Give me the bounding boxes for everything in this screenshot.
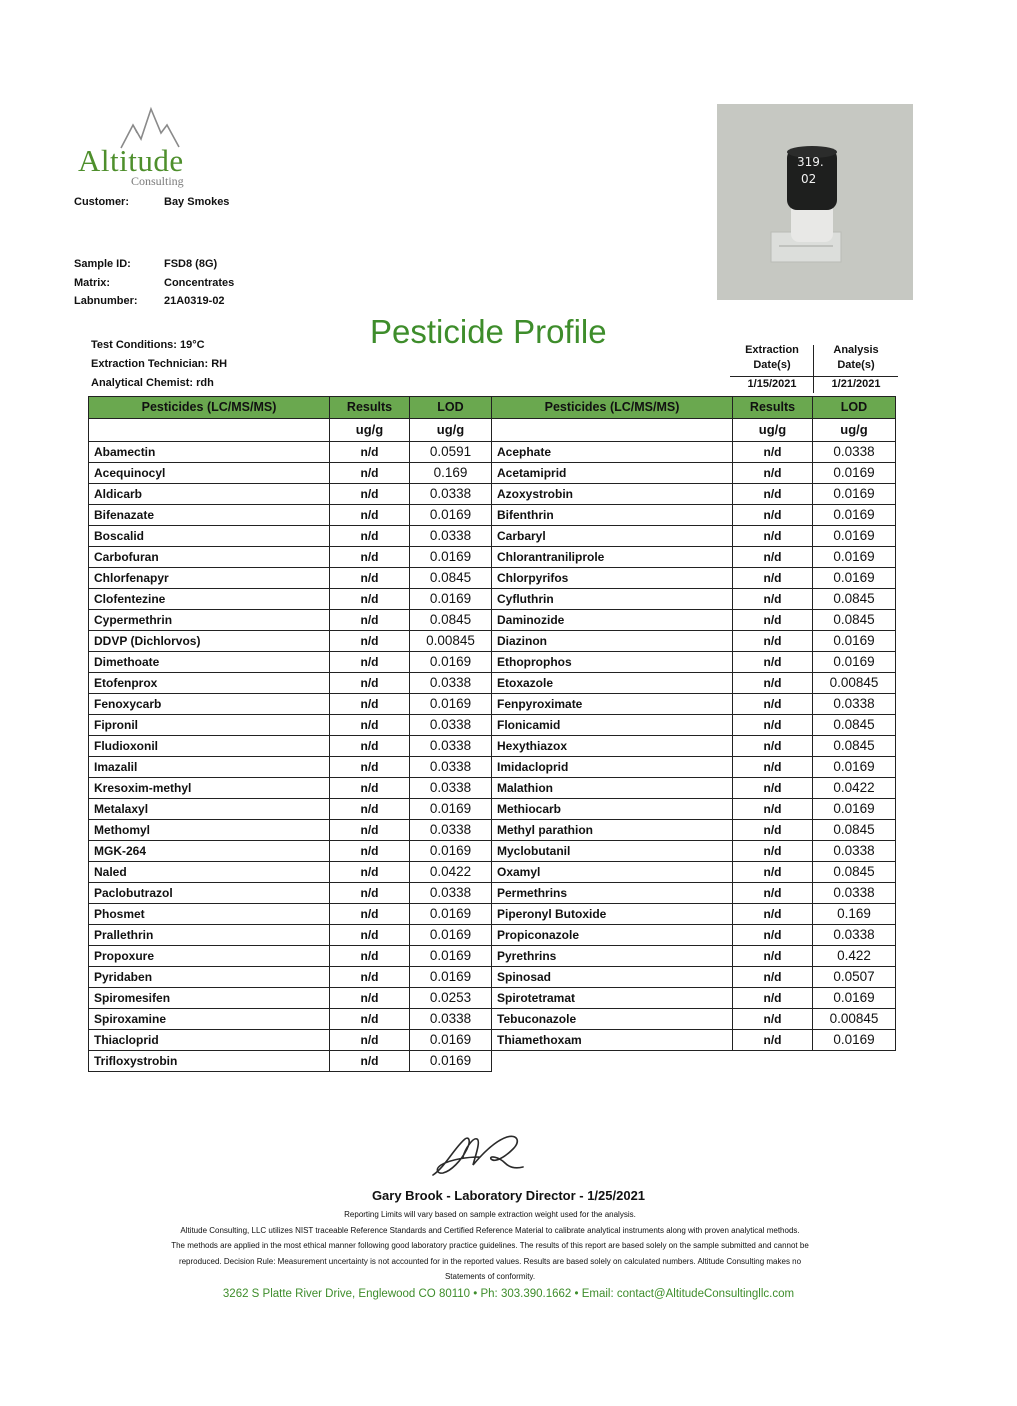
- col-header-lod-left: LOD: [410, 397, 492, 419]
- dates-rule: [730, 376, 898, 377]
- table-row: [89, 526, 896, 547]
- table-row: [89, 463, 896, 484]
- result-value-right: n/d: [733, 736, 813, 757]
- pesticide-name-left: Phosmet: [89, 904, 330, 925]
- units-row: [89, 419, 896, 442]
- result-value-right: n/d: [733, 862, 813, 883]
- lod-value-right: 0.00845: [813, 673, 896, 694]
- logo-subtitle: Consulting: [131, 174, 184, 188]
- lod-value-right: 0.0338: [813, 925, 896, 946]
- lod-value-left: 0.0338: [410, 820, 492, 841]
- sample-id-label: Sample ID:: [74, 258, 131, 270]
- result-value-left: n/d: [330, 463, 410, 484]
- lod-value-left: 0.0338: [410, 1009, 492, 1030]
- lod-value-right: 0.0169: [813, 1030, 896, 1051]
- table-row: [89, 442, 896, 463]
- result-value-right: n/d: [733, 988, 813, 1009]
- table-row: [89, 568, 896, 589]
- table-row: [89, 1009, 896, 1030]
- pesticide-name-left: Clofentezine: [89, 589, 330, 610]
- pesticide-name-left: Trifloxystrobin: [89, 1051, 330, 1072]
- units-blank-left: [89, 419, 330, 442]
- note-line-3: The methods are applied in the most ethical manner following good laboratory practice guidelines. The results of this report are based solely on the sample submitted and cannot be: [171, 1241, 809, 1250]
- lod-value-left: 0.0169: [410, 505, 492, 526]
- logo-wordmark: Altitude: [78, 143, 184, 178]
- pesticide-name-right: Fenpyroximate: [492, 694, 733, 715]
- lod-value-left: 0.0169: [410, 589, 492, 610]
- result-value-left: n/d: [330, 967, 410, 988]
- pesticide-name-left: Propoxure: [89, 946, 330, 967]
- result-value-right: n/d: [733, 799, 813, 820]
- lod-value-left: 0.0338: [410, 757, 492, 778]
- extraction-label-2: Date(s): [753, 359, 791, 371]
- company-logo: [73, 103, 203, 193]
- pesticide-name-right: Malathion: [492, 778, 733, 799]
- lod-value-right: 0.0169: [813, 568, 896, 589]
- pesticide-name-right: Azoxystrobin: [492, 484, 733, 505]
- result-value-left: n/d: [330, 610, 410, 631]
- note-line-1: Reporting Limits will vary based on sample extraction weight used for the analysis.: [344, 1210, 636, 1219]
- col-header-results-right: Results: [733, 397, 813, 419]
- result-value-right: n/d: [733, 820, 813, 841]
- result-value-left: n/d: [330, 1009, 410, 1030]
- lod-value-right: 0.0338: [813, 694, 896, 715]
- lod-value-right: 0.422: [813, 946, 896, 967]
- customer-label: Customer:: [74, 196, 130, 208]
- result-value-left: n/d: [330, 799, 410, 820]
- result-value-left: n/d: [330, 904, 410, 925]
- pesticide-name-left: Carbofuran: [89, 547, 330, 568]
- pesticide-name-right: Bifenthrin: [492, 505, 733, 526]
- lod-value-left: 0.0169: [410, 841, 492, 862]
- result-value-right: n/d: [733, 505, 813, 526]
- result-value-right: n/d: [733, 904, 813, 925]
- result-value-left: n/d: [330, 862, 410, 883]
- lod-value-left: 0.0591: [410, 442, 492, 463]
- result-value-left: n/d: [330, 925, 410, 946]
- sample-id-value: FSD8 (8G): [164, 258, 218, 270]
- result-value-left: n/d: [330, 526, 410, 547]
- result-value-right: n/d: [733, 526, 813, 547]
- lod-value-right: 0.0169: [813, 799, 896, 820]
- lod-value-left: 0.169: [410, 463, 492, 484]
- pesticide-name-left: Dimethoate: [89, 652, 330, 673]
- extraction-date-value: 1/15/2021: [747, 378, 797, 390]
- lod-value-left: 0.0422: [410, 862, 492, 883]
- director-signature: [425, 1127, 545, 1182]
- table-row: [89, 988, 896, 1009]
- note-line-4: reproduced. Decision Rule: Measurement uncertainty is not accounted for in the reported values. Results are based solely on calculated numbers. Altitude Consulting makes no: [178, 1256, 802, 1266]
- lod-value-right: 0.0338: [813, 883, 896, 904]
- result-value-right: n/d: [733, 778, 813, 799]
- col-header-lod-right: LOD: [813, 397, 896, 419]
- table-row: [89, 904, 896, 925]
- pesticide-name-right: Etoxazole: [492, 673, 733, 694]
- pesticide-name-left: Spiroxamine: [89, 1009, 330, 1030]
- table-row: [89, 820, 896, 841]
- lod-value-left: 0.0338: [410, 526, 492, 547]
- lod-value-right: 0.00845: [813, 1009, 896, 1030]
- note-line-5: Statements of conformity.: [444, 1272, 536, 1281]
- result-value-right: n/d: [733, 589, 813, 610]
- lod-value-right: 0.0169: [813, 652, 896, 673]
- pesticide-name-right: Flonicamid: [492, 715, 733, 736]
- lod-value-left: 0.0338: [410, 778, 492, 799]
- lod-value-left: 0.0338: [410, 673, 492, 694]
- result-value-left: n/d: [330, 568, 410, 589]
- pesticide-name-right: Myclobutanil: [492, 841, 733, 862]
- table-row: [89, 673, 896, 694]
- result-value-left: n/d: [330, 505, 410, 526]
- result-value-right: n/d: [733, 946, 813, 967]
- pesticide-name-right: Chlorantraniliprole: [492, 547, 733, 568]
- table-row: [89, 505, 896, 526]
- pesticide-name-right: Thiamethoxam: [492, 1030, 733, 1051]
- pesticide-name-right: Methyl parathion: [492, 820, 733, 841]
- pesticide-name-right: Pyrethrins: [492, 946, 733, 967]
- lod-value-left: 0.0169: [410, 967, 492, 988]
- table-row: [89, 652, 896, 673]
- extraction-label-1: Extraction: [745, 344, 799, 356]
- result-value-right: n/d: [733, 442, 813, 463]
- lod-value-right: 0.0338: [813, 841, 896, 862]
- lod-value-left: 0.0169: [410, 652, 492, 673]
- pesticide-name-right: [492, 1051, 733, 1072]
- lod-value-right: 0.0338: [813, 442, 896, 463]
- result-value-left: n/d: [330, 1051, 410, 1072]
- customer-value: Bay Smokes: [164, 196, 230, 208]
- table-row: [89, 547, 896, 568]
- result-value-right: n/d: [733, 715, 813, 736]
- result-value-left: n/d: [330, 988, 410, 1009]
- col-header-pesticides-left: Pesticides (LC/MS/MS): [89, 397, 330, 419]
- pesticide-name-left: Bifenazate: [89, 505, 330, 526]
- lod-value-right: 0.0169: [813, 463, 896, 484]
- lod-value-right: 0.0169: [813, 484, 896, 505]
- pesticide-table: [88, 396, 896, 1072]
- table-row: [89, 778, 896, 799]
- lod-value-left: 0.0338: [410, 484, 492, 505]
- lod-value-left: 0.0169: [410, 1051, 492, 1072]
- pesticide-name-left: Thiacloprid: [89, 1030, 330, 1051]
- lod-value-right: 0.0845: [813, 589, 896, 610]
- pesticide-name-right: Propiconazole: [492, 925, 733, 946]
- lod-value-left: 0.00845: [410, 631, 492, 652]
- lod-value-left: 0.0169: [410, 547, 492, 568]
- analytical-chemist: Analytical Chemist: rdh: [91, 377, 214, 389]
- table-row: [89, 925, 896, 946]
- pesticide-name-left: Fenoxycarb: [89, 694, 330, 715]
- result-value-right: n/d: [733, 883, 813, 904]
- table-row: [89, 757, 896, 778]
- result-value-right: n/d: [733, 610, 813, 631]
- pesticide-name-right: Ethoprophos: [492, 652, 733, 673]
- pesticide-name-left: Acequinocyl: [89, 463, 330, 484]
- pesticide-name-left: Paclobutrazol: [89, 883, 330, 904]
- lod-value-left: 0.0169: [410, 694, 492, 715]
- sample-jar-image: [717, 104, 913, 300]
- lod-value-right: 0.0845: [813, 610, 896, 631]
- pesticide-name-right: Piperonyl Butoxide: [492, 904, 733, 925]
- lod-value-left: 0.0338: [410, 715, 492, 736]
- result-value-left: n/d: [330, 442, 410, 463]
- lod-value-right: 0.0169: [813, 547, 896, 568]
- dates-divider: [813, 345, 814, 393]
- result-value-left: n/d: [330, 694, 410, 715]
- units-lod-right: ug/g: [813, 419, 896, 442]
- lod-value-left: 0.0338: [410, 736, 492, 757]
- result-value-right: n/d: [733, 463, 813, 484]
- table-row: [89, 736, 896, 757]
- lod-value-right: 0.0169: [813, 526, 896, 547]
- lod-value-left: 0.0169: [410, 946, 492, 967]
- pesticide-name-right: Cyfluthrin: [492, 589, 733, 610]
- result-value-left: n/d: [330, 736, 410, 757]
- result-value-right: n/d: [733, 673, 813, 694]
- pesticide-name-right: Spirotetramat: [492, 988, 733, 1009]
- result-value-left: n/d: [330, 673, 410, 694]
- pesticide-name-left: Pyridaben: [89, 967, 330, 988]
- lod-value-left: 0.0169: [410, 1030, 492, 1051]
- result-value-left: n/d: [330, 778, 410, 799]
- lod-value-left: 0.0845: [410, 610, 492, 631]
- lod-value-left: 0.0253: [410, 988, 492, 1009]
- result-value-right: n/d: [733, 1030, 813, 1051]
- pesticide-name-left: Etofenprox: [89, 673, 330, 694]
- pesticide-name-left: MGK-264: [89, 841, 330, 862]
- table-row: [89, 967, 896, 988]
- pesticide-name-right: Imidacloprid: [492, 757, 733, 778]
- analysis-date-column: [814, 343, 898, 392]
- lod-value-right: 0.0169: [813, 631, 896, 652]
- result-value-right: n/d: [733, 925, 813, 946]
- result-value-right: n/d: [733, 841, 813, 862]
- pesticide-name-right: Daminozide: [492, 610, 733, 631]
- pesticide-name-right: Acetamiprid: [492, 463, 733, 484]
- table-row: [89, 631, 896, 652]
- pesticide-name-left: Boscalid: [89, 526, 330, 547]
- photo-label-line1: 319.: [797, 155, 824, 169]
- pesticide-name-left: Fludioxonil: [89, 736, 330, 757]
- pesticide-name-right: Permethrins: [492, 883, 733, 904]
- result-value-left: n/d: [330, 946, 410, 967]
- lod-value-right: 0.0845: [813, 736, 896, 757]
- lod-value-right: 0.0845: [813, 820, 896, 841]
- result-value-left: n/d: [330, 652, 410, 673]
- matrix-value: Concentrates: [164, 277, 235, 289]
- result-value-right: n/d: [733, 694, 813, 715]
- result-value-left: n/d: [330, 757, 410, 778]
- table-row: [89, 841, 896, 862]
- pesticide-name-left: Methomyl: [89, 820, 330, 841]
- lod-value-right: 0.0507: [813, 967, 896, 988]
- pesticide-name-left: DDVP (Dichlorvos): [89, 631, 330, 652]
- result-value-left: n/d: [330, 841, 410, 862]
- table-row: [89, 799, 896, 820]
- laboratory-director: Gary Brook - Laboratory Director - 1/25/2021: [371, 1188, 646, 1203]
- pesticide-name-right: Spinosad: [492, 967, 733, 988]
- lod-value-right: 0.0422: [813, 778, 896, 799]
- pesticide-name-left: Imazalil: [89, 757, 330, 778]
- result-value-left: n/d: [330, 547, 410, 568]
- units-results-right: ug/g: [733, 419, 813, 442]
- result-value-left: n/d: [330, 484, 410, 505]
- result-value-left: n/d: [330, 820, 410, 841]
- sample-photo: [717, 104, 913, 300]
- pesticide-name-right: Hexythiazox: [492, 736, 733, 757]
- units-blank-right: [492, 419, 733, 442]
- table-row: [89, 694, 896, 715]
- table-header-row: [89, 397, 896, 419]
- pesticide-name-right: Carbaryl: [492, 526, 733, 547]
- result-value-left: n/d: [330, 589, 410, 610]
- result-value-right: n/d: [733, 484, 813, 505]
- table-row: [89, 883, 896, 904]
- pesticide-name-right: Methiocarb: [492, 799, 733, 820]
- lod-value-right: 0.0169: [813, 505, 896, 526]
- result-value-right: n/d: [733, 652, 813, 673]
- lod-value-right: 0.0845: [813, 715, 896, 736]
- pesticide-name-left: Prallethrin: [89, 925, 330, 946]
- col-header-pesticides-right: Pesticides (LC/MS/MS): [492, 397, 733, 419]
- lod-value-left: 0.0845: [410, 568, 492, 589]
- result-value-right: n/d: [733, 967, 813, 988]
- pesticide-name-left: Naled: [89, 862, 330, 883]
- lod-value-left: 0.0169: [410, 904, 492, 925]
- result-value-right: n/d: [733, 568, 813, 589]
- labnumber-value: 21A0319-02: [164, 295, 225, 307]
- photo-label-line2: 02: [801, 172, 817, 186]
- lod-value-right: [813, 1051, 896, 1072]
- result-value-left: n/d: [330, 883, 410, 904]
- table-row: [89, 484, 896, 505]
- pesticide-name-right: Tebuconazole: [492, 1009, 733, 1030]
- lod-value-left: 0.0169: [410, 925, 492, 946]
- col-header-results-left: Results: [330, 397, 410, 419]
- contact-address: 3262 S Platte River Drive, Englewood CO 80110 • Ph: 303.390.1662 • Email: contact@AltitudeConsultingllc.com: [222, 1288, 795, 1300]
- result-value-left: n/d: [330, 1030, 410, 1051]
- pesticide-name-right: Acephate: [492, 442, 733, 463]
- pesticide-name-left: Chlorfenapyr: [89, 568, 330, 589]
- result-value-right: n/d: [733, 1009, 813, 1030]
- lod-value-right: 0.0169: [813, 757, 896, 778]
- result-value-right: [733, 1051, 813, 1072]
- pesticide-name-right: Diazinon: [492, 631, 733, 652]
- result-value-right: n/d: [733, 547, 813, 568]
- result-value-left: n/d: [330, 631, 410, 652]
- pesticide-name-left: Fipronil: [89, 715, 330, 736]
- page-title: Pesticide Profile: [370, 313, 607, 350]
- lod-value-right: 0.169: [813, 904, 896, 925]
- table-row: [89, 946, 896, 967]
- lod-value-right: 0.0845: [813, 862, 896, 883]
- table-row: [89, 1051, 896, 1072]
- pesticide-name-right: Chlorpyrifos: [492, 568, 733, 589]
- labnumber-label: Labnumber:: [74, 295, 138, 307]
- pesticide-name-left: Abamectin: [89, 442, 330, 463]
- result-value-right: n/d: [733, 631, 813, 652]
- lod-value-left: 0.0169: [410, 799, 492, 820]
- analysis-label-1: Analysis: [833, 344, 879, 356]
- note-line-2: Altitude Consulting, LLC utilizes NIST traceable Reference Standards and Certified Reference Material to calibrate analytical instruments along with proven analytical methods.: [180, 1225, 800, 1235]
- pesticide-name-left: Metalaxyl: [89, 799, 330, 820]
- lod-value-left: 0.0338: [410, 883, 492, 904]
- table-row: [89, 610, 896, 631]
- result-value-left: n/d: [330, 715, 410, 736]
- pesticide-name-left: Spiromesifen: [89, 988, 330, 1009]
- table-row: [89, 589, 896, 610]
- lod-value-right: 0.0169: [813, 988, 896, 1009]
- result-value-right: n/d: [733, 757, 813, 778]
- extraction-technician: Extraction Technician: RH: [91, 358, 228, 370]
- pesticide-name-left: Aldicarb: [89, 484, 330, 505]
- table-row: [89, 715, 896, 736]
- test-conditions: Test Conditions: 19°C: [91, 339, 205, 351]
- matrix-label: Matrix:: [74, 277, 111, 289]
- pesticide-name-left: Kresoxim-methyl: [89, 778, 330, 799]
- analysis-date-value: 1/21/2021: [831, 378, 881, 390]
- table-row: [89, 862, 896, 883]
- analysis-label-2: Date(s): [837, 359, 875, 371]
- extraction-date-column: [730, 343, 814, 392]
- units-results-left: ug/g: [330, 419, 410, 442]
- units-lod-left: ug/g: [410, 419, 492, 442]
- pesticide-name-left: Cypermethrin: [89, 610, 330, 631]
- table-row: [89, 1030, 896, 1051]
- pesticide-name-right: Oxamyl: [492, 862, 733, 883]
- disclaimer-notes: [150, 1207, 830, 1285]
